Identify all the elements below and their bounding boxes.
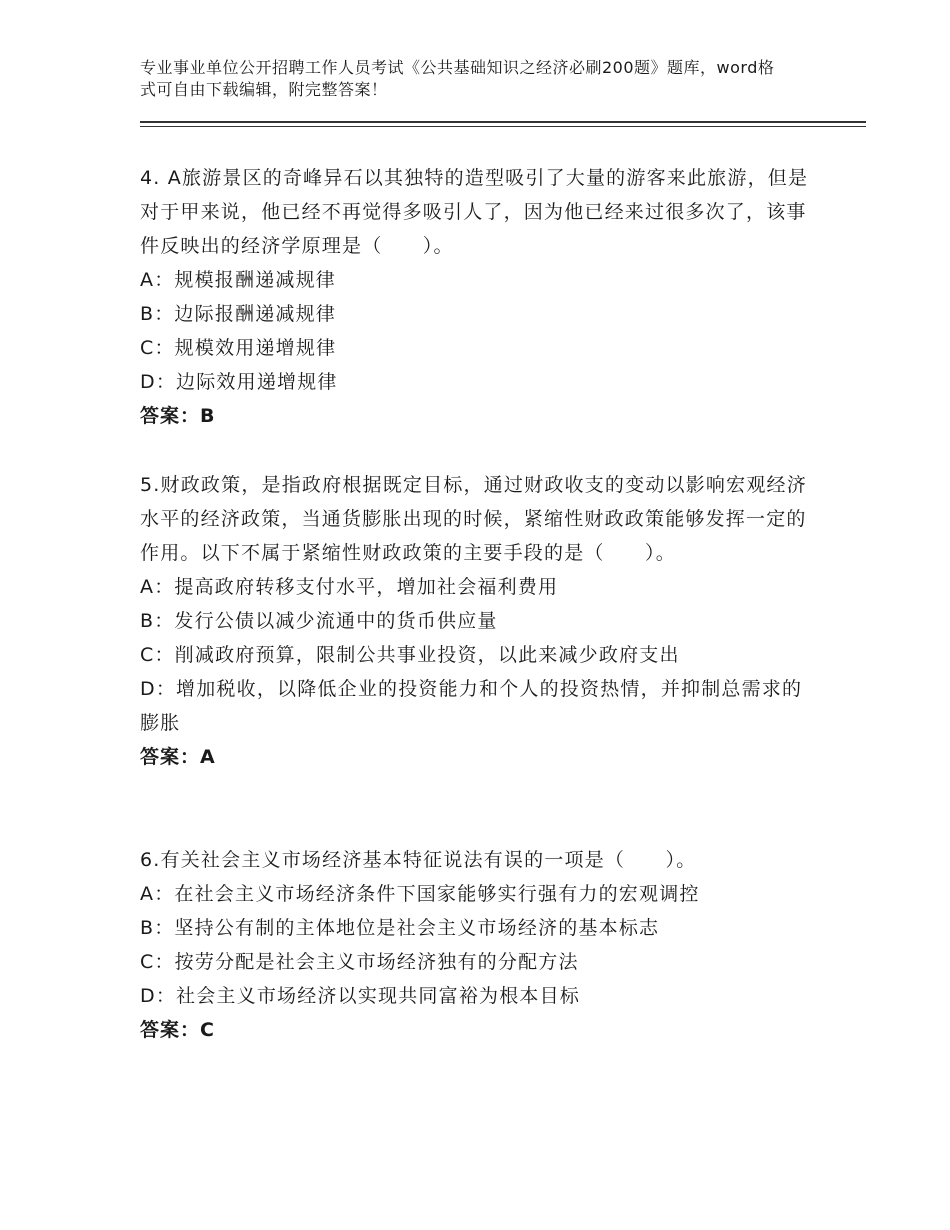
option-b: B：发行公债以减少流通中的货币供应量: [140, 610, 498, 632]
option-d: D：边际效用递增规律: [140, 371, 338, 393]
question-6: [140, 843, 820, 1047]
option-d: D：社会主义市场经济以实现共同富裕为根本目标: [140, 985, 581, 1007]
header-rule-thick: [140, 121, 866, 123]
question-stem: 6.有关社会主义市场经济基本特征说法有误的一项是（ ）。: [140, 849, 697, 871]
question-5: [140, 468, 820, 774]
option-c: C：规模效用递增规律: [140, 337, 337, 359]
answer-label: 答案：C: [140, 1019, 215, 1041]
answer-label: 答案：A: [140, 746, 216, 768]
header-rule-thin: [140, 126, 866, 127]
option-b: B：坚持公有制的主体地位是社会主义市场经济的基本标志: [140, 917, 660, 939]
option-a: A：规模报酬递减规律: [140, 269, 336, 291]
answer-label: 答案：B: [140, 405, 216, 427]
option-a: A：提高政府转移支付水平，增加社会福利费用: [140, 576, 559, 598]
option-b: B：边际报酬递减规律: [140, 303, 337, 325]
question-4: [140, 161, 820, 433]
option-a: A：在社会主义市场经济条件下国家能够实行强有力的宏观调控: [140, 883, 700, 905]
option-d: D：增加税收，以降低企业的投资能力和个人的投资热情，并抑制总需求的膨胀: [140, 678, 803, 734]
question-stem: 4. A旅游景区的奇峰异石以其独特的造型吸引了大量的游客来此旅游，但是对于甲来说，他已经不再觉得多吸引人了，因为他已经来过很多次了，该事件反映出的经济学原理是（ ）。: [140, 167, 809, 257]
document-header: 专业事业单位公开招聘工作人员考试《公共基础知识之经济必刷200题》题库，word格式可自由下载编辑，附完整答案！: [140, 58, 775, 99]
option-c: C：削减政府预算，限制公共事业投资，以此来减少政府支出: [140, 644, 680, 666]
option-c: C：按劳分配是社会主义市场经济独有的分配方法: [140, 951, 579, 973]
question-stem: 5.财政政策，是指政府根据既定目标，通过财政收支的变动以影响宏观经济水平的经济政策，当通货膨胀出现的时候，紧缩性财政政策能够发挥一定的作用。以下不属于紧缩性财政政策的主要手段的是（ ）。: [140, 474, 807, 564]
